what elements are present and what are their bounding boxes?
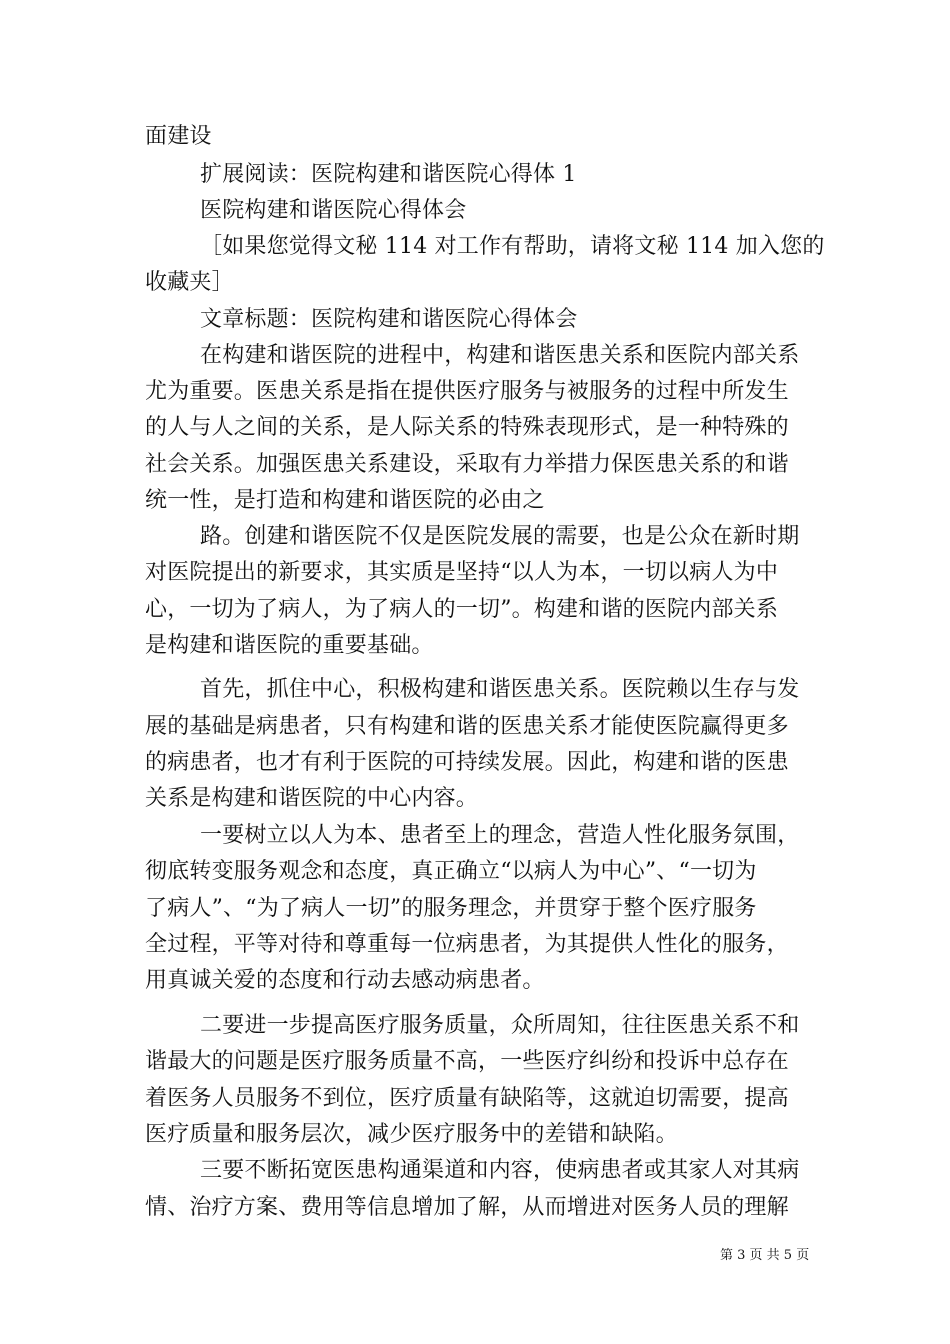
text-line: 对医院提出的新要求，其实质是坚持“以人为本，一切以病人为中: [145, 560, 779, 585]
text-line: 着医务人员服务不到位，医疗质量有缺陷等，这就迫切需要，提高: [145, 1086, 789, 1111]
text-line: 尤为重要。医患关系是指在提供医疗服务与被服务的过程中所发生: [145, 379, 789, 404]
text-line: 文章标题：医院构建和谐医院心得体会: [200, 307, 578, 332]
text-line: 心，一切为了病人，为了病人的一切”。构建和谐的医院内部关系: [145, 597, 779, 622]
text-line: 用真诚关爱的态度和行动去感动病患者。: [145, 968, 545, 993]
page-number-footer: 第 3 页 共 5 页: [720, 1248, 810, 1263]
text-line: 彻底转变服务观念和态度，真正确立“以病人为中心”、“一切为: [145, 859, 757, 884]
text-line: 三要不断拓宽医患构通渠道和内容，使病患者或其家人对其病: [200, 1158, 800, 1183]
text-line: 社会关系。加强医患关系建设，采取有力举措力保医患关系的和谐: [145, 452, 789, 477]
text-line: 一要树立以人为本、患者至上的理念，营造人性化服务氛围，: [200, 823, 800, 848]
text-line: 首先，抓住中心，积极构建和谐医患关系。医院赖以生存与发: [200, 677, 800, 702]
text-line: 展的基础是病患者，只有构建和谐的医患关系才能使医院赢得更多: [145, 714, 789, 739]
text-line: 全过程，平等对待和尊重每一位病患者，为其提供人性化的服务，: [145, 932, 789, 957]
text-line: 谐最大的问题是医疗服务质量不高，一些医疗纠纷和投诉中总存在: [145, 1049, 789, 1074]
text-line: 扩展阅读：医院构建和谐医院心得体 1: [200, 162, 577, 187]
text-line: 医疗质量和服务层次，减少医疗服务中的差错和缺陷。: [145, 1122, 678, 1147]
text-line: 的病患者，也才有利于医院的可持续发展。因此，构建和谐的医患: [145, 750, 789, 775]
text-line: 关系是构建和谐医院的中心内容。: [145, 786, 479, 811]
text-line: ［如果您觉得文秘 114 对工作有帮助，请将文秘 114 加入您的: [200, 234, 825, 259]
text-line: 在构建和谐医院的进程中，构建和谐医患关系和医院内部关系: [200, 343, 800, 368]
text-line: 统一性，是打造和构建和谐医院的必由之: [145, 488, 545, 513]
text-line: 收藏夹］: [145, 270, 234, 295]
text-line: 路。创建和谐医院不仅是医院发展的需要，也是公众在新时期: [200, 524, 800, 549]
text-line: 二要进一步提高医疗服务质量，众所周知，往往医患关系不和: [200, 1013, 800, 1038]
text-line: 医院构建和谐医院心得体会: [200, 198, 467, 223]
text-line: 了病人”、“为了病人一切”的服务理念，并贯穿于整个医疗服务: [145, 896, 757, 921]
text-line: 是构建和谐医院的重要基础。: [145, 633, 434, 658]
text-line: 的人与人之间的关系，是人际关系的特殊表现形式，是一种特殊的: [145, 415, 789, 440]
text-line: 面建设: [145, 124, 212, 149]
text-line: 情、治疗方案、费用等信息增加了解，从而增进对医务人员的理解: [145, 1195, 789, 1220]
